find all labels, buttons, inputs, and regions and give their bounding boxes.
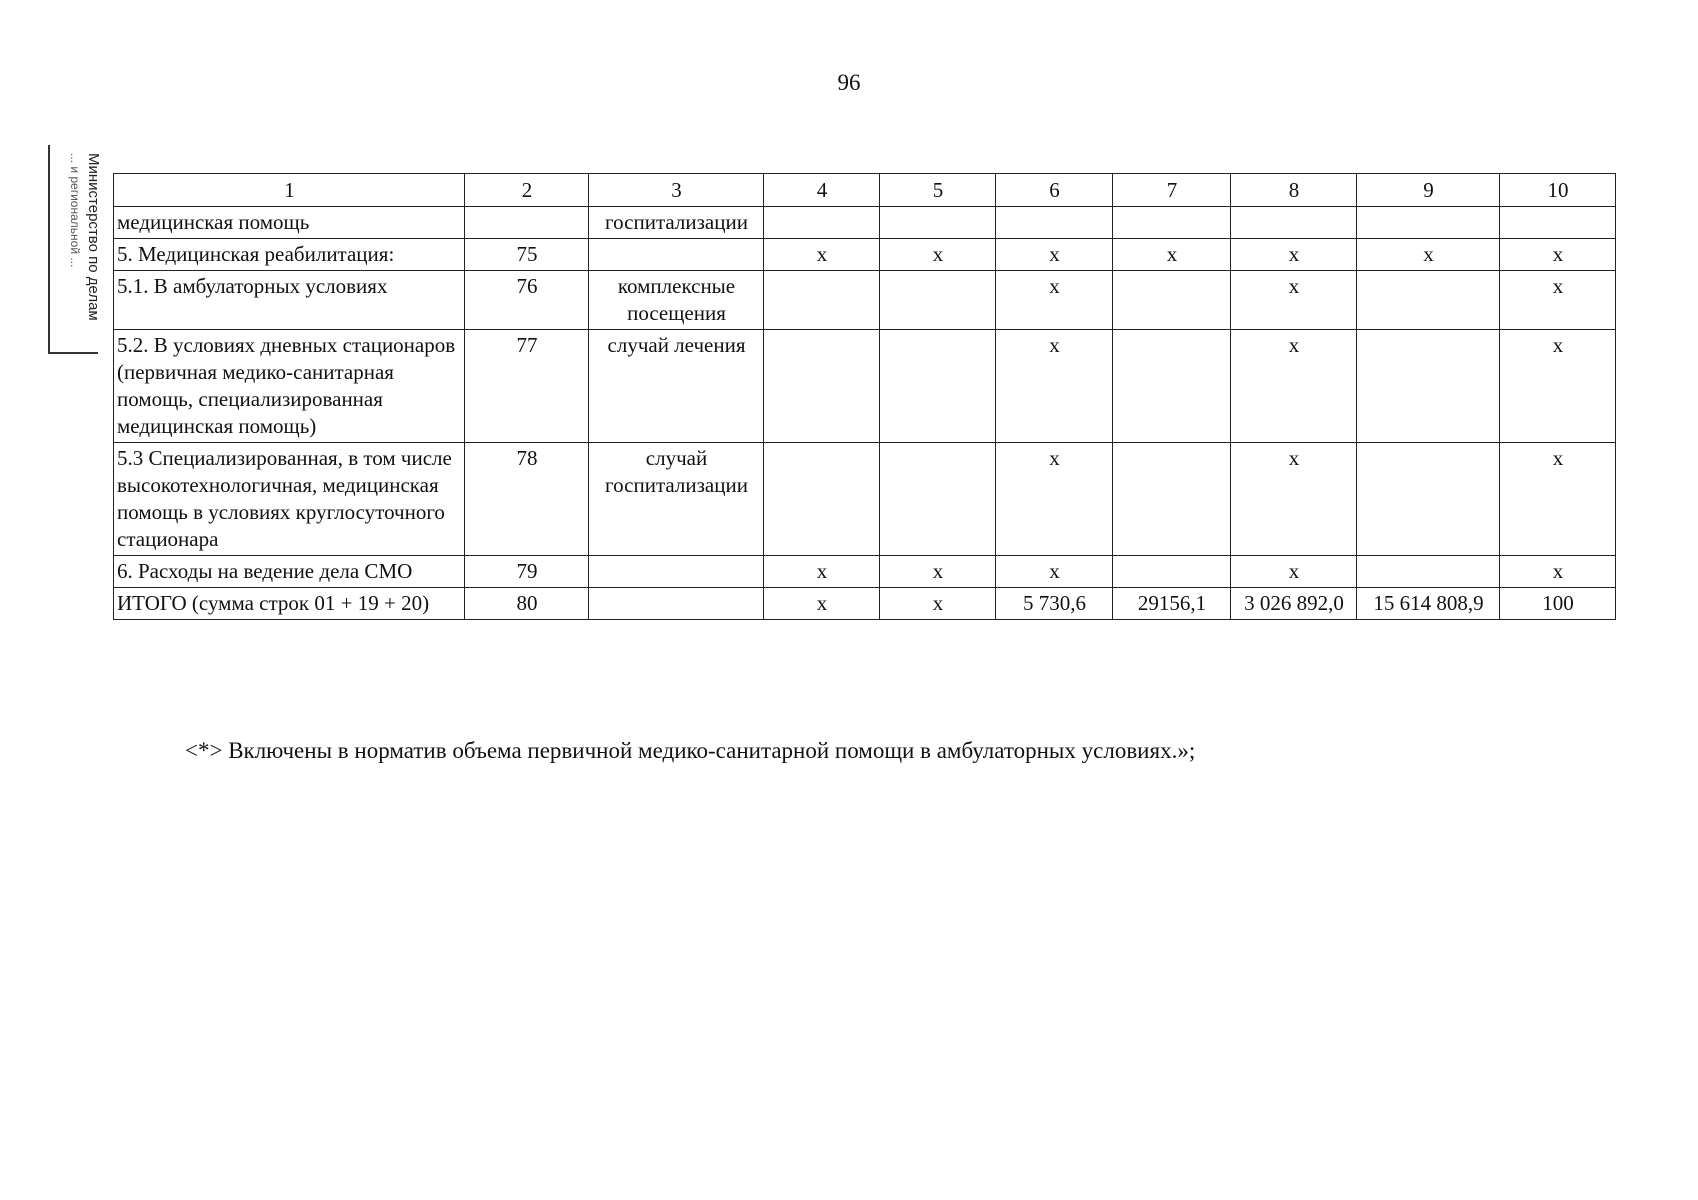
table-row	[114, 443, 1616, 556]
table-cell: х	[1500, 239, 1616, 271]
table-cell	[880, 207, 996, 239]
table-cell: х	[1500, 556, 1616, 588]
table-cell	[1113, 271, 1231, 330]
table-cell: х	[1231, 443, 1357, 556]
table-cell: случай госпитализации	[589, 443, 764, 556]
table-cell	[589, 588, 764, 620]
stamp-line-2: ... и региональной ...	[68, 153, 82, 268]
table-cell: х	[1500, 271, 1616, 330]
table-cell	[996, 207, 1113, 239]
table-cell: х	[880, 556, 996, 588]
table-row	[114, 239, 1616, 271]
table-cell: 80	[465, 588, 589, 620]
table-cell: 79	[465, 556, 589, 588]
table-cell	[1113, 443, 1231, 556]
table-cell	[1357, 443, 1500, 556]
column-header: 8	[1231, 174, 1357, 207]
table-cell: х	[996, 443, 1113, 556]
table-cell: х	[1231, 271, 1357, 330]
table-cell: х	[880, 588, 996, 620]
column-header: 10	[1500, 174, 1616, 207]
table-cell: случай лечения	[589, 330, 764, 443]
table-row	[114, 207, 1616, 239]
table-cell: х	[764, 239, 880, 271]
table-cell	[1231, 207, 1357, 239]
table-cell	[764, 443, 880, 556]
table-cell: госпитализации	[589, 207, 764, 239]
column-header: 1	[114, 174, 465, 207]
table-cell	[1113, 556, 1231, 588]
table-cell: 5. Медицинская реабилитация:	[114, 239, 465, 271]
table-cell	[880, 443, 996, 556]
page-number: 96	[837, 70, 861, 95]
table-cell	[880, 271, 996, 330]
table-cell: 5 730,6	[996, 588, 1113, 620]
table-cell: х	[996, 556, 1113, 588]
table-cell: 3 026 892,0	[1231, 588, 1357, 620]
data-table	[113, 173, 1616, 620]
stamp-line-1: Министерство по делам	[85, 153, 102, 321]
column-header: 5	[880, 174, 996, 207]
table-cell: х	[1231, 556, 1357, 588]
table-cell	[1113, 330, 1231, 443]
table-cell: х	[764, 556, 880, 588]
table-cell: х	[1500, 443, 1616, 556]
table-row	[114, 271, 1616, 330]
header-row	[114, 174, 1616, 207]
table-cell	[880, 330, 996, 443]
table-cell	[589, 239, 764, 271]
table-cell: 6. Расходы на ведение дела СМО	[114, 556, 465, 588]
column-header: 6	[996, 174, 1113, 207]
table-cell	[589, 556, 764, 588]
table-cell: комплексные посещения	[589, 271, 764, 330]
table-cell: 76	[465, 271, 589, 330]
table-cell	[764, 330, 880, 443]
table-cell: х	[1231, 239, 1357, 271]
table-cell: х	[996, 239, 1113, 271]
table-cell: 15 614 808,9	[1357, 588, 1500, 620]
table-cell: медицинская помощь	[114, 207, 465, 239]
table-cell: х	[880, 239, 996, 271]
column-header: 7	[1113, 174, 1231, 207]
table-cell: 5.2. В условиях дневных стационаров (первичная медико-санитарная помощь, специализированная медицинская помощь)	[114, 330, 465, 443]
table-cell: х	[764, 588, 880, 620]
table-cell: ИТОГО (сумма строк 01 + 19 + 20)	[114, 588, 465, 620]
table-cell	[764, 271, 880, 330]
table-cell	[1500, 207, 1616, 239]
stamp	[26, 145, 101, 358]
column-header: 3	[589, 174, 764, 207]
table-cell: 29156,1	[1113, 588, 1231, 620]
table-cell: х	[1357, 239, 1500, 271]
table-cell: х	[1113, 239, 1231, 271]
table-cell	[1357, 330, 1500, 443]
table-cell	[764, 207, 880, 239]
table-cell: х	[996, 271, 1113, 330]
table-cell	[1357, 271, 1500, 330]
table-cell: х	[1231, 330, 1357, 443]
table-row	[114, 588, 1616, 620]
table-cell: 5.3 Специализированная, в том числе высокотехнологичная, медицинская помощь в условиях круглосуточного стационара	[114, 443, 465, 556]
column-header: 9	[1357, 174, 1500, 207]
table-cell: 5.1. В амбулаторных условиях	[114, 271, 465, 330]
table-cell	[1357, 207, 1500, 239]
table-cell	[1357, 556, 1500, 588]
table-cell	[465, 207, 589, 239]
table-cell: 77	[465, 330, 589, 443]
table-cell: 100	[1500, 588, 1616, 620]
column-header: 4	[764, 174, 880, 207]
table-cell: х	[996, 330, 1113, 443]
footnote: <*> Включены в норматив объема первичной медико-санитарной помощи в амбулаторных условиях.»;	[185, 738, 1196, 763]
table-cell: 75	[465, 239, 589, 271]
stamp-text	[62, 153, 102, 353]
table-row	[114, 556, 1616, 588]
table-cell: 78	[465, 443, 589, 556]
column-header: 2	[465, 174, 589, 207]
table-row	[114, 330, 1616, 443]
table-cell	[1113, 207, 1231, 239]
table-cell: х	[1500, 330, 1616, 443]
